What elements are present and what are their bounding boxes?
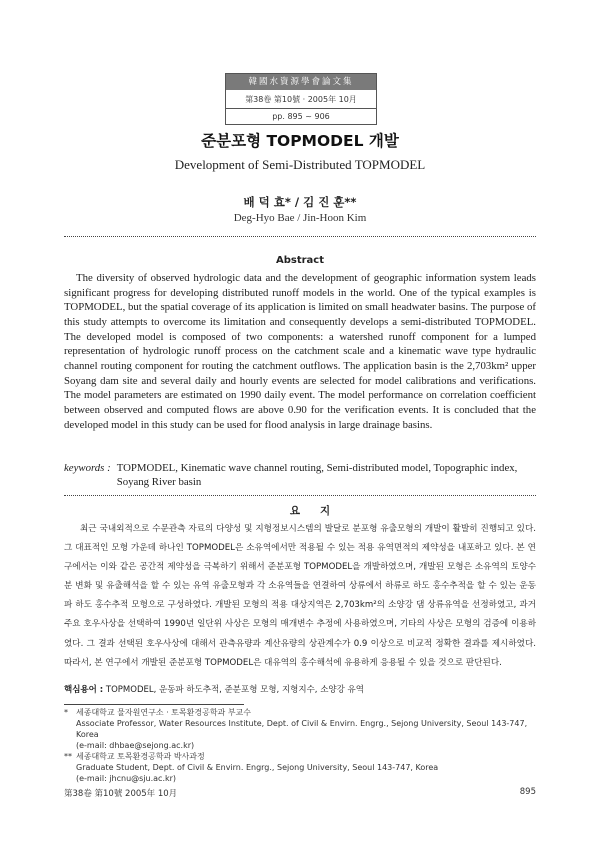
journal-volume-issue: 第38卷 第10號 · 2005年 10月: [226, 90, 376, 109]
keywords-en: [64, 462, 536, 489]
footnote-line: (e-mail: dhbae@sejong.ac.kr): [76, 741, 195, 750]
keywords-text: TOPMODEL, Kinematic wave channel routing, Semi-distributed model, Topographic index, Soyang River basin: [116, 462, 518, 488]
footnote-2: [64, 751, 536, 784]
footnote-line: 세종대학교 토목환경공학과 박사과정: [76, 752, 205, 761]
authors-korean: 배 덕 효* / 김 진 훈**: [243, 195, 357, 209]
footnote-line: Associate Professor, Water Resources Institute, Dept. of Civil & Envirn. Engrg., Sejong University, Seoul 143-747, Korea: [76, 719, 528, 739]
keywords-ko-text: TOPMODEL, 운동파 하도추적, 준분포형 모형, 지형지수, 소양강 유역: [103, 685, 364, 695]
footnote-rule: [64, 704, 244, 705]
keywords-label: keywords :: [64, 462, 111, 474]
paper-title-korean: 준분포형 TOPMODEL 개발: [201, 132, 399, 150]
abstract-body: The diversity of observed hydrologic data and the development of geographic information system leads significant progress for developing distributed runoff models in the world. One of the typical examples is TOPMODEL, but the spatial coverage of its application is limited on small headwater basins. The purpose of this study attempts to overcome its limitation and consequently develops a semi-distributed TOPMODEL. The developed model is composed of two components: a watershed runoff component for a lumped representation of hydrologic runoff process on the catchment scale and a kinematic wave type hydraulic channel routing component for routing the catchment outflows. The application basin is the 2,703km² upper Soyang dam site and several daily and hourly events are selected for model calibrations and verifications. The model parameters are estimated on 1990 daily event. The model performance on correlation coefficient between observed and computed flows are above 0.90 for the verification events. It is concluded that the developed model in this study can be used for flood analysis in large drainage basins.: [64, 272, 536, 431]
footnotes: [64, 707, 536, 784]
journal-pages: pp. 895 ~ 906: [272, 112, 330, 121]
journal-name: 韓國水資源學會論文集: [226, 74, 376, 90]
yoji-body: 최근 국내외적으로 수문관측 자료의 다양성 및 지형정보시스템의 발달로 분포형 유출모형의 개발이 활발히 진행되고 있다. 그 대표적인 모형 가운데 하나인 TOPMODEL은 소유역에서만 적용될 수 있는 적용 유역면적의 제약성을 내포하고 있다. 본 연구에서는 이와 같은 공간적 제약성을 극복하기 위해서 준분포형 TOPMODEL을 개발하였으며, 개발된 모형은 소유역의 토양수분 변화 및 유출해석을 할 수 있는 유역 유출모형과 각 소유역들을 연결하여 상류에서 하류로 하도 홍수추적을 할 수 있는 운동파 하도 홍수추적 모형으로 구성하였다. 개발된 모형의 적용 대상지역은 2,703km²의 소양강 댐 상류유역을 선정하였고, 과거 주요 호우사상을 선택하여 1990년 일단위 사상은 모형의 매개변수 추정에 사용하였으며, 기타의 사상은 모형의 검증에 이용하였다. 그 결과 선택된 호우사상에 대해서 관측유량과 계산유량의 상관계수가 0.9 이상으로 비교적 정확한 결과를 제시하였다. 따라서, 본 연구에서 개발된 준분포형 TOPMODEL은 대유역의 홍수해석에 유용하게 응용될 수 있을 것으로 판단된다.: [64, 524, 536, 668]
dotted-divider-top: [64, 236, 536, 237]
footnote-1: [64, 707, 536, 751]
paper-title-english: Development of Semi-Distributed TOPMODEL: [174, 157, 426, 172]
authors-english: Deg-Hyo Bae / Jin-Hoon Kim: [233, 212, 367, 224]
footnote-line: 세종대학교 물자원연구소 · 토목환경공학과 부교수: [76, 708, 252, 717]
keywords-korean: [64, 683, 536, 695]
footer-journal-issue: 第38卷 第10號 2005年 10月: [64, 789, 178, 799]
footnote-line: (e-mail: jhcnu@sju.ac.kr): [76, 774, 177, 783]
page-number: 895: [519, 787, 536, 797]
footnote-line: Graduate Student, Dept. of Civil & Envirn. Engrg., Sejong University, Seoul 143-747, Korea: [76, 763, 439, 772]
keywords-ko-label: 핵심용어 :: [64, 685, 104, 695]
dotted-divider-middle: [64, 495, 536, 496]
footnote-mark: *: [64, 708, 68, 717]
footnote-mark: **: [64, 752, 72, 761]
yoji-heading: 요지: [289, 505, 351, 517]
journal-header-box: [225, 73, 377, 125]
abstract-heading: Abstract: [275, 255, 325, 266]
